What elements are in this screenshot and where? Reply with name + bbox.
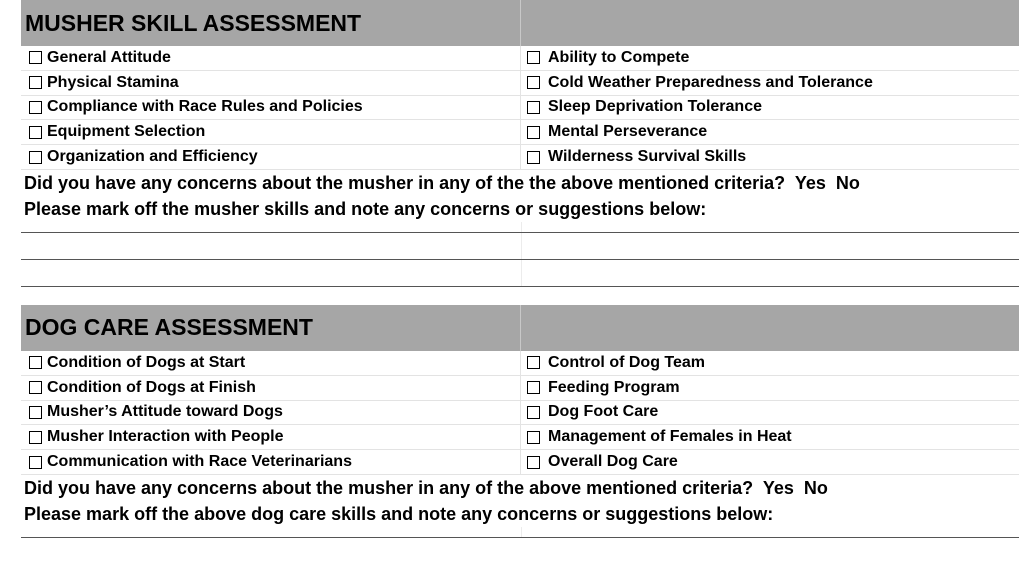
item-label: Cold Weather Preparedness and Tolerance bbox=[548, 73, 873, 91]
instruction-text: Please mark off the musher skills and note any concerns or suggestions below: bbox=[24, 198, 707, 219]
checklist-row bbox=[21, 120, 1019, 145]
question-text: Did you have any concerns about the musher in any of the above mentioned criteria? bbox=[24, 477, 754, 498]
checklist-row bbox=[21, 351, 1019, 376]
checkbox-control-dog-team[interactable] bbox=[527, 356, 540, 369]
header-blank-cell bbox=[521, 0, 1019, 46]
checkbox-compliance[interactable] bbox=[29, 101, 42, 114]
item-label: Communication with Race Veterinarians bbox=[47, 453, 352, 471]
concern-question bbox=[24, 170, 1019, 196]
concern-question bbox=[24, 475, 1019, 501]
question-text: Did you have any concerns about the musher in any of the the above mentioned criteria? bbox=[24, 172, 786, 193]
checkbox-equipment-selection[interactable] bbox=[29, 126, 42, 139]
musher-section-title: MUSHER SKILL ASSESSMENT bbox=[21, 0, 521, 46]
checklist-row bbox=[21, 401, 1019, 426]
item-label: Condition of Dogs at Finish bbox=[47, 378, 256, 396]
yes-option[interactable]: Yes bbox=[762, 477, 794, 498]
checkbox-dog-foot-care[interactable] bbox=[527, 406, 540, 419]
instruction-text: Please mark off the above dog care skills and note any concerns or suggestions below: bbox=[24, 503, 774, 524]
assessment-form bbox=[21, 0, 1019, 538]
item-label: Wilderness Survival Skills bbox=[548, 148, 747, 166]
answer-line[interactable] bbox=[21, 222, 1019, 233]
checklist-row bbox=[21, 46, 1019, 71]
checkbox-condition-start[interactable] bbox=[29, 356, 42, 369]
checkbox-wilderness-survival[interactable] bbox=[527, 151, 540, 164]
checklist-item bbox=[521, 450, 1019, 474]
dog-section-title: DOG CARE ASSESSMENT bbox=[21, 305, 521, 351]
item-label: Compliance with Race Rules and Policies bbox=[47, 98, 363, 116]
checklist-item bbox=[21, 425, 521, 449]
musher-question-block bbox=[21, 170, 1019, 222]
checkbox-musher-attitude[interactable] bbox=[29, 406, 42, 419]
checklist-item bbox=[521, 71, 1019, 95]
checkbox-organization[interactable] bbox=[29, 151, 42, 164]
dog-question-block bbox=[21, 475, 1019, 527]
checklist-row bbox=[21, 450, 1019, 475]
musher-skill-section bbox=[21, 0, 1019, 305]
no-option[interactable]: No bbox=[803, 477, 828, 498]
checklist-item bbox=[21, 120, 521, 144]
checklist-row bbox=[21, 71, 1019, 96]
item-label: Sleep Deprivation Tolerance bbox=[548, 98, 762, 116]
checklist-item bbox=[521, 46, 1019, 70]
checklist-item bbox=[521, 351, 1019, 375]
checklist-item bbox=[21, 376, 521, 400]
checklist-item bbox=[21, 71, 521, 95]
checklist-item bbox=[21, 145, 521, 169]
item-label: Physical Stamina bbox=[47, 73, 179, 91]
checkbox-vet-communication[interactable] bbox=[29, 456, 42, 469]
checklist-item bbox=[521, 145, 1019, 169]
item-label: Musher Interaction with People bbox=[47, 428, 284, 446]
musher-section-header bbox=[21, 0, 1019, 46]
item-label: Ability to Compete bbox=[548, 48, 690, 66]
item-label: Control of Dog Team bbox=[548, 353, 706, 371]
checklist-row bbox=[21, 145, 1019, 170]
checklist-item bbox=[521, 425, 1019, 449]
checkbox-physical-stamina[interactable] bbox=[29, 76, 42, 89]
checkbox-mental-perseverance[interactable] bbox=[527, 126, 540, 139]
checklist-row bbox=[21, 376, 1019, 401]
checkbox-condition-finish[interactable] bbox=[29, 381, 42, 394]
item-label: Management of Females in Heat bbox=[548, 428, 792, 446]
dog-section-header bbox=[21, 305, 1019, 351]
checklist-row bbox=[21, 96, 1019, 121]
checklist-item bbox=[521, 96, 1019, 120]
checklist-item bbox=[521, 401, 1019, 425]
dog-care-section bbox=[21, 305, 1019, 538]
checklist-item bbox=[21, 401, 521, 425]
checkbox-females-in-heat[interactable] bbox=[527, 431, 540, 444]
checklist-item bbox=[521, 120, 1019, 144]
item-label: Feeding Program bbox=[548, 378, 680, 396]
checklist-row bbox=[21, 425, 1019, 450]
checkbox-general-attitude[interactable] bbox=[29, 51, 42, 64]
checkbox-cold-weather[interactable] bbox=[527, 76, 540, 89]
checkbox-overall-dog-care[interactable] bbox=[527, 456, 540, 469]
section-gap bbox=[21, 287, 1019, 305]
checklist-item bbox=[21, 450, 521, 474]
item-label: Organization and Efficiency bbox=[47, 148, 258, 166]
checklist-item bbox=[521, 376, 1019, 400]
no-option[interactable]: No bbox=[835, 172, 860, 193]
item-label: General Attitude bbox=[47, 48, 171, 66]
checklist-item bbox=[21, 96, 521, 120]
header-blank-cell bbox=[521, 305, 1019, 351]
yes-option[interactable]: Yes bbox=[794, 172, 826, 193]
checkbox-feeding-program[interactable] bbox=[527, 381, 540, 394]
checkbox-ability-to-compete[interactable] bbox=[527, 51, 540, 64]
item-label: Condition of Dogs at Start bbox=[47, 353, 246, 371]
answer-line[interactable] bbox=[21, 527, 1019, 538]
item-label: Dog Foot Care bbox=[548, 403, 659, 421]
checklist-item bbox=[21, 46, 521, 70]
item-label: Mental Perseverance bbox=[548, 123, 708, 141]
answer-line[interactable] bbox=[21, 233, 1019, 260]
checklist-item bbox=[21, 351, 521, 375]
answer-line[interactable] bbox=[21, 260, 1019, 287]
checkbox-sleep-deprivation[interactable] bbox=[527, 101, 540, 114]
item-label: Overall Dog Care bbox=[548, 453, 678, 471]
checkbox-musher-interaction[interactable] bbox=[29, 431, 42, 444]
item-label: Equipment Selection bbox=[47, 123, 206, 141]
item-label: Musher’s Attitude toward Dogs bbox=[47, 403, 283, 421]
